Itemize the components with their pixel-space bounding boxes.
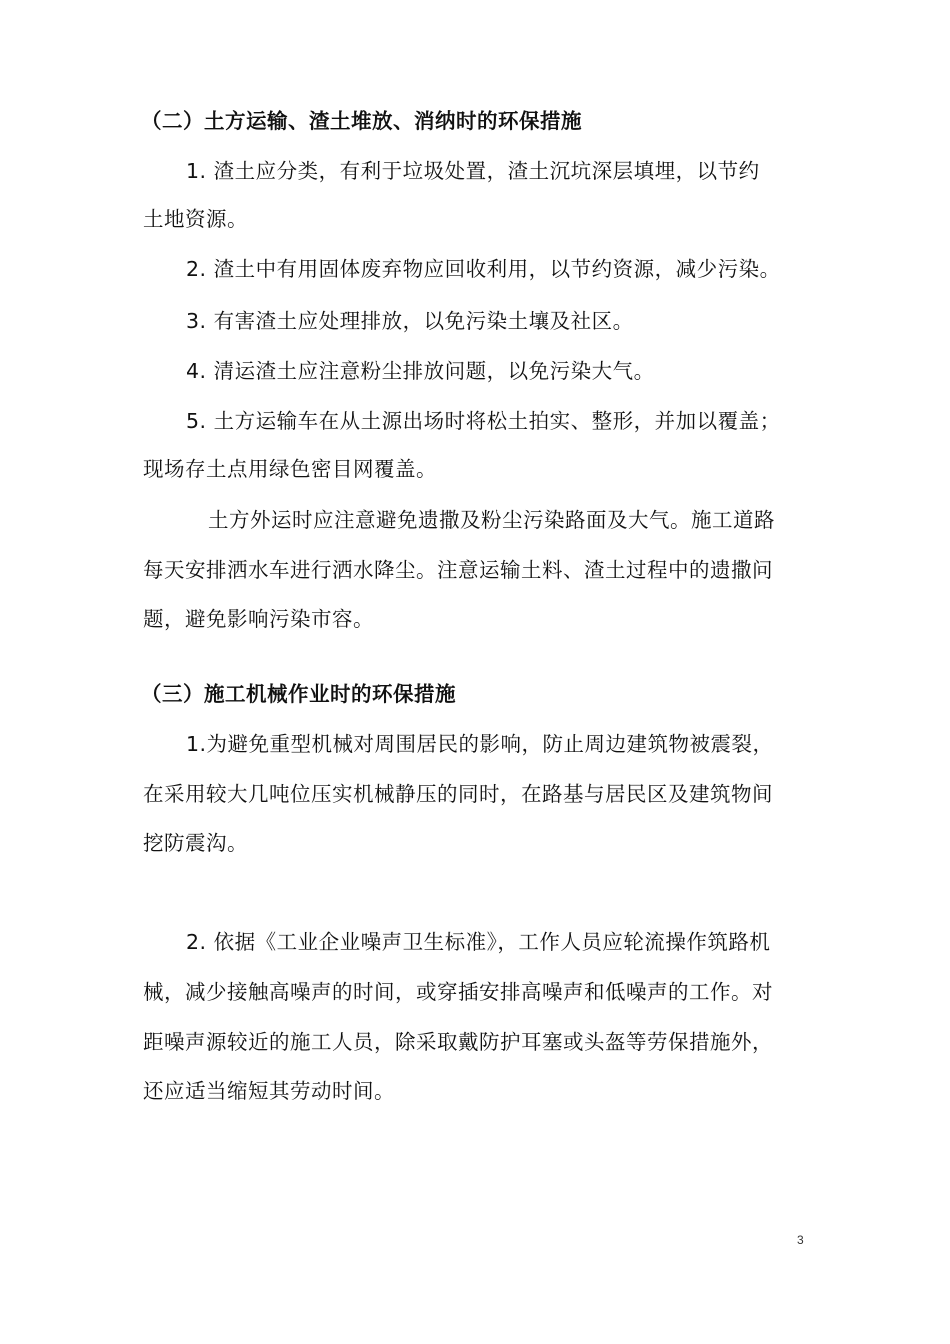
section-3-item-1-line-1: 1.为避免重型机械对周围居民的影响，防止周边建筑物被震裂， [186, 732, 774, 756]
section-3-item-1-line-2: 在采用较大几吨位压实机械静压的同时，在路基与居民区及建筑物间 [143, 782, 773, 806]
section-2-heading: （二）土方运输、渣土堆放、消纳时的环保措施 [141, 109, 582, 133]
section-2-item-5-line-1: 5. 土方运输车在从土源出场时将松土拍实、整形，并加以覆盖； [186, 409, 781, 433]
section-2-paragraph-line-3: 题，避免影响污染市容。 [143, 607, 374, 631]
section-2-item-1-line-1: 1. 渣土应分类，有利于垃圾处置，渣土沉坑深层填埋，以节约 [186, 159, 760, 183]
section-3-item-2-line-2: 械，减少接触高噪声的时间，或穿插安排高噪声和低噪声的工作。对 [143, 980, 773, 1004]
section-2-paragraph-line-1: 土方外运时应注意避免遗撒及粉尘污染路面及大气。施工道路 [208, 508, 775, 532]
section-2-item-2: 2. 渣土中有用固体废弃物应回收利用，以节约资源，减少污染。 [186, 257, 781, 281]
section-2-item-3: 3. 有害渣土应处理排放，以免污染土壤及社区。 [186, 309, 634, 333]
section-3-item-2-line-4: 还应适当缩短其劳动时间。 [143, 1079, 395, 1103]
section-2-item-5-line-2: 现场存土点用绿色密目网覆盖。 [143, 457, 437, 481]
section-3-item-2-line-1: 2. 依据《工业企业噪声卫生标准》，工作人员应轮流操作筑路机 [186, 930, 771, 954]
section-2-item-1-line-2: 土地资源。 [143, 207, 248, 231]
section-3-item-1-line-3: 挖防震沟。 [143, 831, 248, 855]
section-2-paragraph-line-2: 每天安排洒水车进行洒水降尘。注意运输土料、渣土过程中的遗撒问 [143, 558, 773, 582]
section-3-item-2-line-3: 距噪声源较近的施工人员，除采取戴防护耳塞或头盔等劳保措施外， [143, 1030, 773, 1054]
page-number: 3 [797, 1233, 804, 1247]
section-3-heading: （三）施工机械作业时的环保措施 [141, 682, 456, 706]
section-2-item-4: 4. 清运渣土应注意粉尘排放问题，以免污染大气。 [186, 359, 655, 383]
